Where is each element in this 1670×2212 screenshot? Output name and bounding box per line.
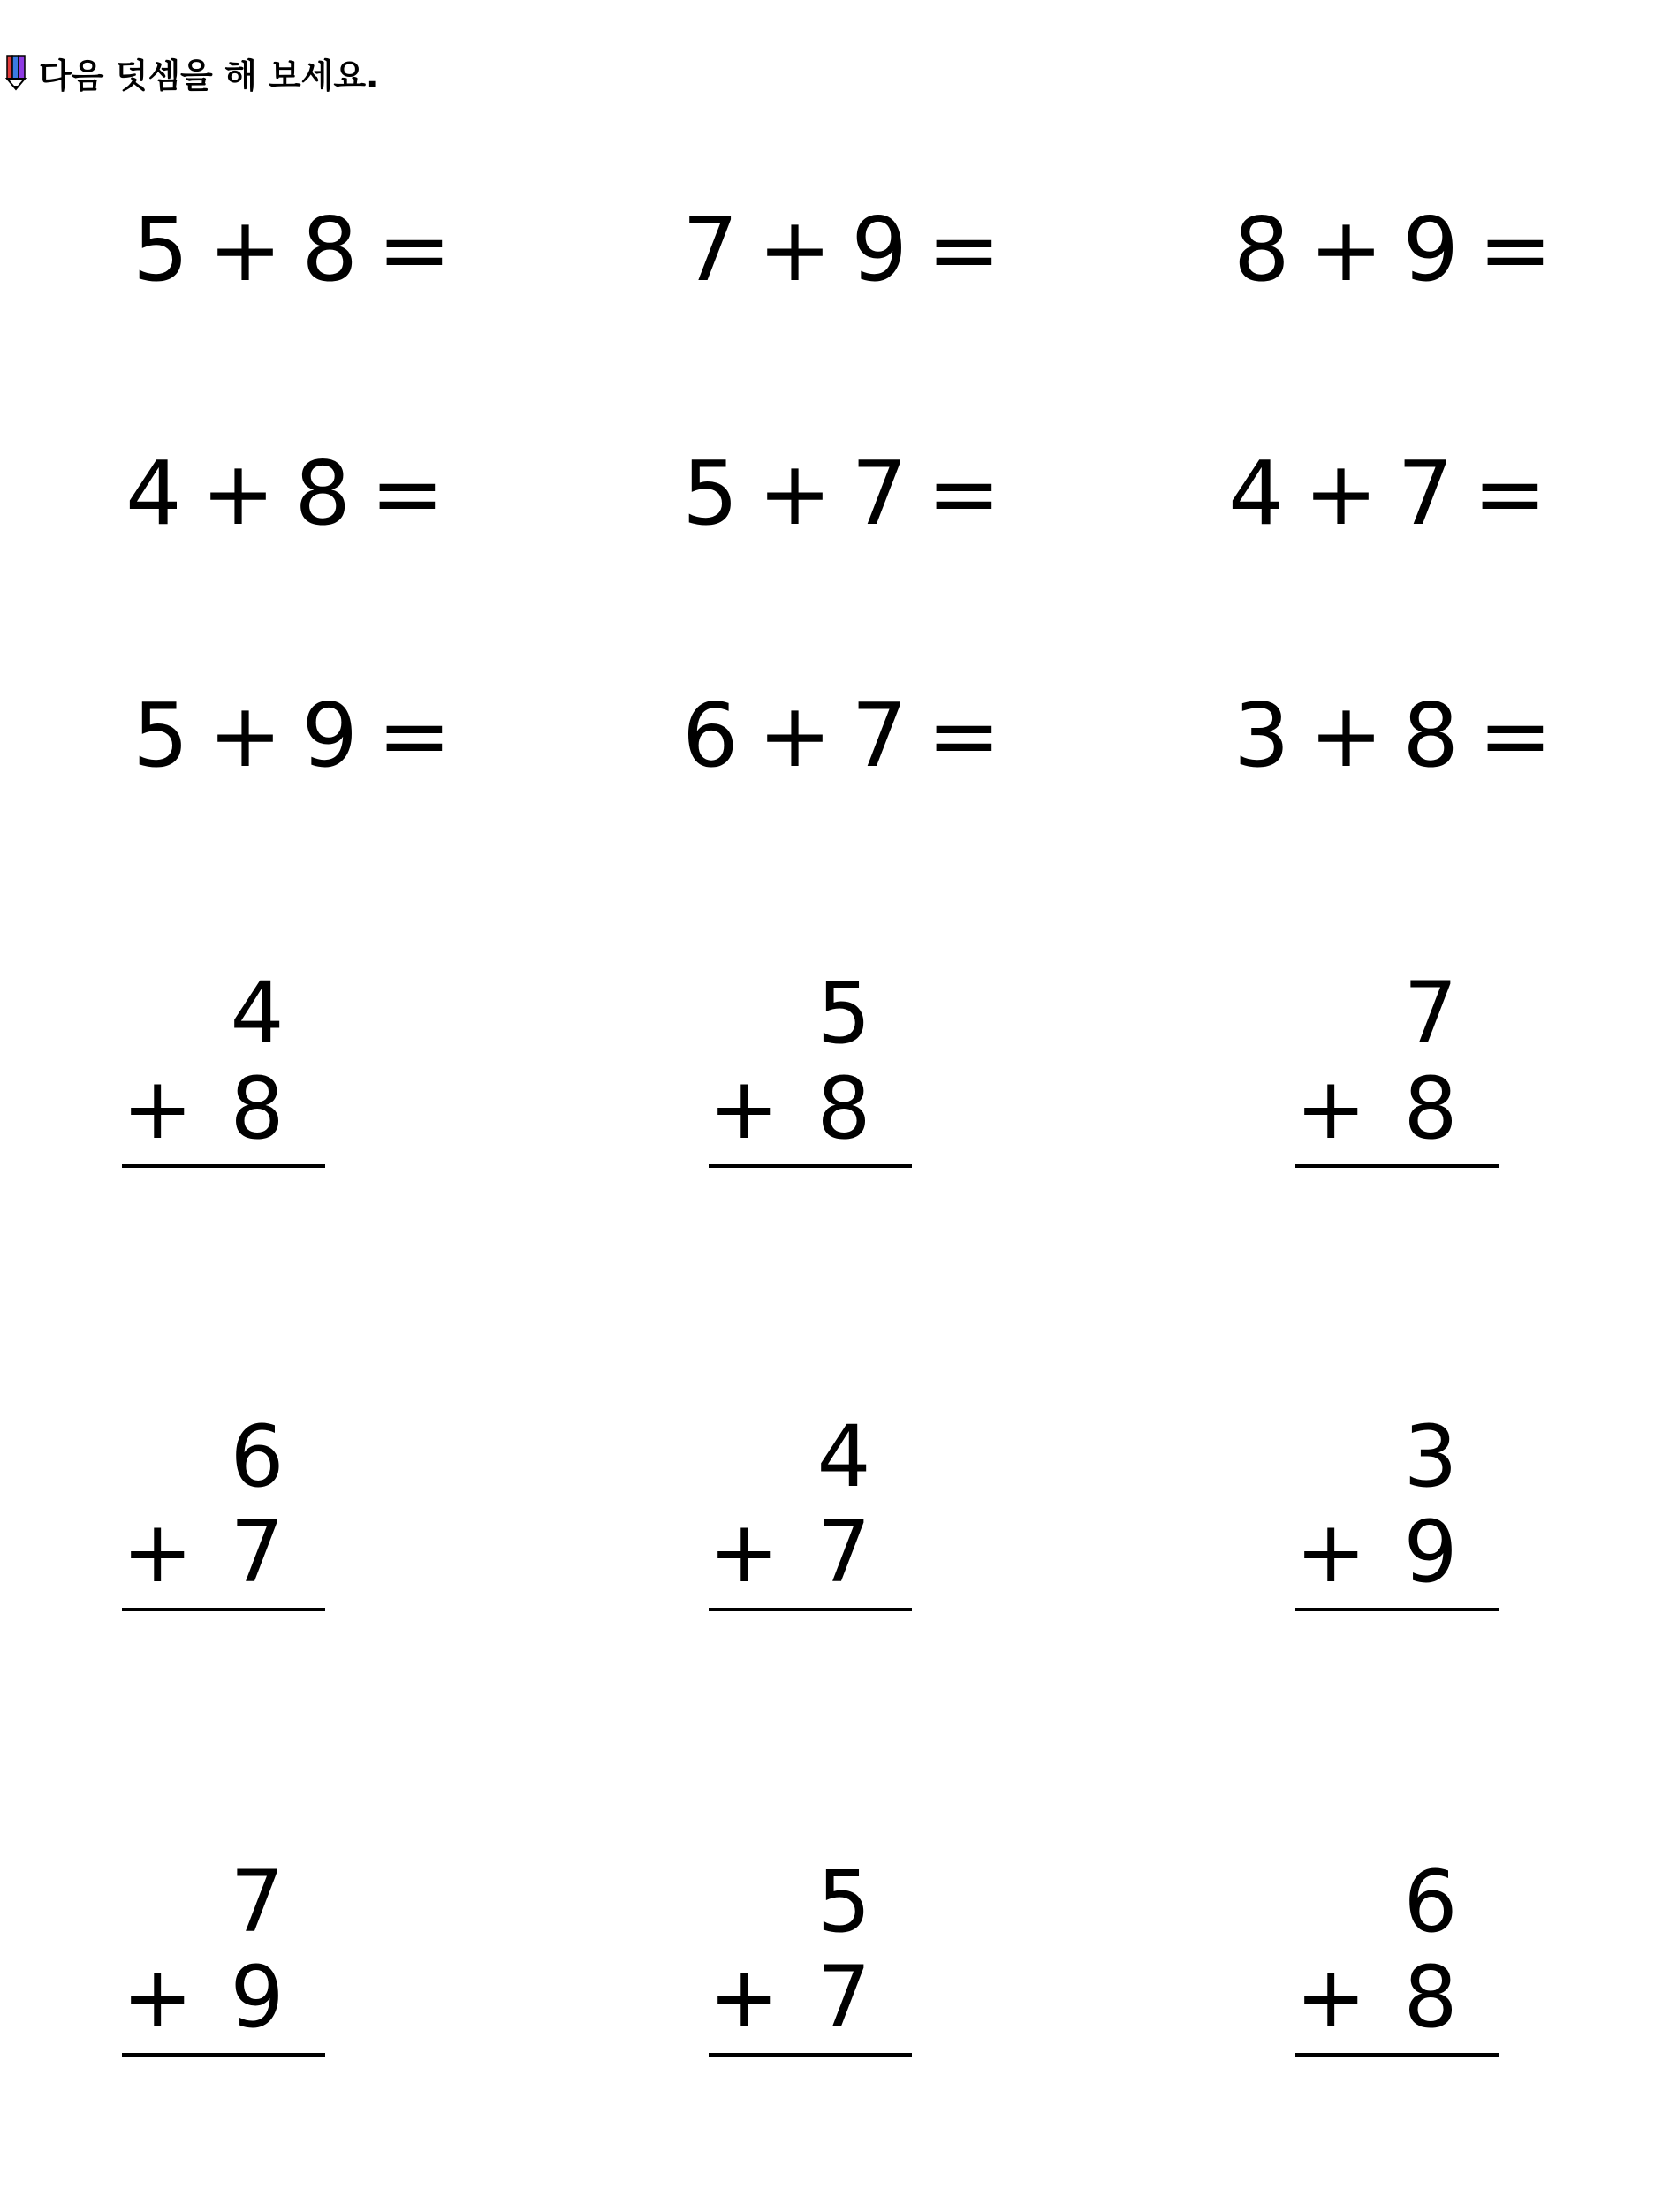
- vertical-problem: [1295, 1408, 1499, 1629]
- answer-line: [709, 1164, 912, 1168]
- bottom-addend: 8: [1403, 1059, 1458, 1158]
- addend-a: 5: [682, 441, 739, 545]
- bottom-addend: 7: [816, 1948, 871, 2047]
- plus-sign: +: [1295, 1059, 1367, 1158]
- horizontal-problem: [133, 682, 471, 788]
- instruction-text: 다음 덧셈을 해 보세요.: [39, 56, 379, 95]
- answer-line: [122, 1164, 325, 1168]
- vertical-problem: [709, 1408, 912, 1629]
- equals-sign: =: [377, 683, 452, 787]
- equals-sign: =: [927, 197, 1001, 301]
- addend-b: 8: [294, 441, 352, 545]
- answer-line: [709, 1608, 912, 1611]
- addend-a: 6: [682, 683, 739, 787]
- top-addend: 6: [1403, 1852, 1458, 1951]
- horizontal-problem: [1234, 196, 1572, 302]
- addend-a: 5: [133, 197, 189, 301]
- top-addend: 4: [816, 1407, 871, 1506]
- plus-sign: +: [757, 683, 832, 787]
- horizontal-problem: [682, 682, 1021, 788]
- top-addend: 4: [230, 964, 285, 1063]
- addend-b: 9: [851, 197, 908, 301]
- plus-sign: +: [122, 1503, 194, 1602]
- horizontal-row-1: [0, 196, 1670, 302]
- plus-sign: +: [122, 1059, 194, 1158]
- plus-sign: +: [757, 441, 832, 545]
- plus-sign: +: [122, 1948, 194, 2047]
- vertical-problem: [709, 1853, 912, 2074]
- equals-sign: =: [377, 197, 452, 301]
- equals-sign: =: [1473, 441, 1547, 545]
- answer-line: [1295, 1164, 1499, 1168]
- plus-sign: +: [208, 197, 283, 301]
- bottom-addend: 7: [816, 1503, 871, 1602]
- addend-b: 8: [1402, 683, 1460, 787]
- vertical-problem: [1295, 965, 1499, 1186]
- plus-sign: +: [709, 1503, 780, 1602]
- addend-b: 9: [301, 683, 359, 787]
- plus-sign: +: [709, 1059, 780, 1158]
- equals-sign: =: [927, 441, 1001, 545]
- horizontal-problem: [125, 440, 464, 546]
- top-addend: 5: [816, 1852, 871, 1951]
- equals-sign: =: [1478, 197, 1552, 301]
- vertical-problem: [122, 1408, 325, 1629]
- addend-a: 7: [682, 197, 739, 301]
- horizontal-row-2: [0, 440, 1670, 546]
- addend-a: 4: [125, 441, 182, 545]
- addend-a: 4: [1228, 441, 1285, 545]
- answer-line: [709, 2053, 912, 2057]
- pencil-icon: [5, 54, 27, 91]
- addend-b: 9: [1402, 197, 1460, 301]
- answer-line: [122, 2053, 325, 2057]
- vertical-problem: [709, 965, 912, 1186]
- horizontal-row-3: [0, 682, 1670, 788]
- bottom-addend: 7: [230, 1503, 285, 1602]
- answer-line: [1295, 2053, 1499, 2057]
- equals-sign: =: [1478, 683, 1552, 787]
- plus-sign: +: [757, 197, 832, 301]
- top-addend: 5: [816, 964, 871, 1063]
- bottom-addend: 9: [230, 1948, 285, 2047]
- horizontal-problem: [1228, 440, 1567, 546]
- plus-sign: +: [1303, 441, 1378, 545]
- answer-line: [1295, 1608, 1499, 1611]
- vertical-problem: [122, 965, 325, 1186]
- equals-sign: =: [370, 441, 444, 545]
- addend-a: 5: [133, 683, 189, 787]
- addend-a: 3: [1234, 683, 1290, 787]
- plus-sign: +: [1295, 1503, 1367, 1602]
- addend-b: 7: [851, 441, 908, 545]
- bottom-addend: 8: [230, 1059, 285, 1158]
- plus-sign: +: [1309, 683, 1384, 787]
- horizontal-problem: [1234, 682, 1572, 788]
- horizontal-problem: [682, 440, 1021, 546]
- answer-line: [122, 1608, 325, 1611]
- top-addend: 6: [230, 1407, 285, 1506]
- horizontal-problem: [682, 196, 1021, 302]
- top-addend: 7: [1403, 964, 1458, 1063]
- addend-b: 7: [1397, 441, 1454, 545]
- plus-sign: +: [709, 1948, 780, 2047]
- addend-a: 8: [1234, 197, 1290, 301]
- plus-sign: +: [1309, 197, 1384, 301]
- equals-sign: =: [927, 683, 1001, 787]
- vertical-problem: [1295, 1853, 1499, 2074]
- instruction: [5, 49, 379, 95]
- top-addend: 7: [230, 1852, 285, 1951]
- plus-sign: +: [201, 441, 276, 545]
- plus-sign: +: [208, 683, 283, 787]
- bottom-addend: 8: [1403, 1948, 1458, 2047]
- top-addend: 3: [1403, 1407, 1458, 1506]
- addend-b: 8: [301, 197, 359, 301]
- vertical-problem: [122, 1853, 325, 2074]
- bottom-addend: 8: [816, 1059, 871, 1158]
- addend-b: 7: [851, 683, 908, 787]
- horizontal-problem: [133, 196, 471, 302]
- plus-sign: +: [1295, 1948, 1367, 2047]
- bottom-addend: 9: [1403, 1503, 1458, 1602]
